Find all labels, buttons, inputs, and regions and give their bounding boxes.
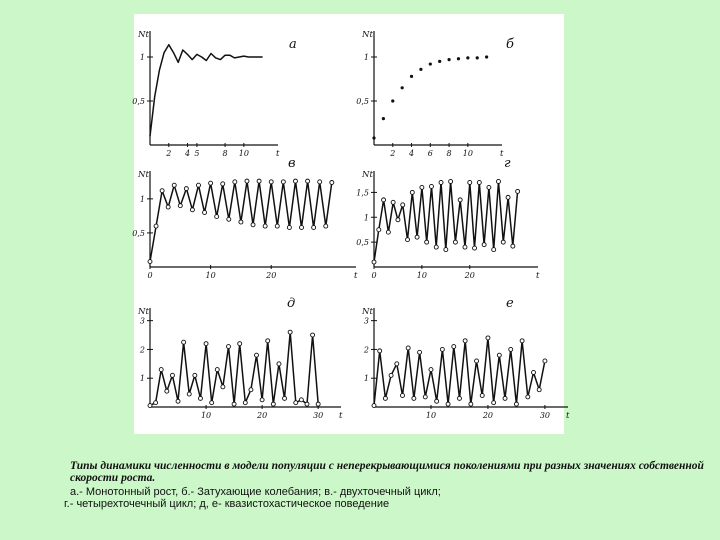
data-point <box>466 56 469 59</box>
panel-letter: д <box>287 296 296 311</box>
data-point <box>233 180 237 184</box>
data-point <box>226 345 230 349</box>
panel-2 <box>356 30 514 159</box>
data-point <box>196 183 200 187</box>
panel-5 <box>137 296 343 421</box>
x-tick-label: 6 <box>427 149 433 158</box>
data-point <box>255 353 259 357</box>
data-point <box>221 385 225 389</box>
data-point <box>473 246 477 250</box>
y-tick-label: 0,5 <box>132 97 145 106</box>
data-point <box>412 396 416 400</box>
x-tick-label: 4 <box>184 149 191 158</box>
y-tick-label: 1 <box>139 374 145 384</box>
y-tick-label: 1 <box>139 53 145 62</box>
data-point <box>305 402 309 406</box>
x-tick-label: 20 <box>266 271 277 280</box>
data-point <box>457 57 460 60</box>
data-point <box>277 362 281 366</box>
data-point <box>382 117 385 120</box>
data-point <box>300 225 304 229</box>
data-point <box>537 388 541 392</box>
data-point <box>316 402 320 406</box>
data-point <box>249 388 253 392</box>
data-point <box>503 396 507 400</box>
data-point <box>469 402 473 406</box>
data-point <box>420 185 424 189</box>
y-tick-label: 0,5 <box>356 97 369 106</box>
x-tick-label: 30 <box>539 411 551 420</box>
panel-letter: б <box>506 37 514 52</box>
panel-letter: в <box>288 156 296 171</box>
data-point <box>452 345 456 349</box>
y-tick-label: 3 <box>363 316 369 326</box>
caption <box>64 460 704 510</box>
panel-letter: е <box>506 296 514 311</box>
data-point <box>245 179 249 183</box>
data-point <box>148 260 152 264</box>
data-point <box>275 224 279 228</box>
data-point <box>401 203 405 207</box>
data-point <box>187 392 191 396</box>
data-point <box>400 393 404 397</box>
data-point <box>444 248 448 252</box>
data-point <box>434 245 438 249</box>
data-point <box>178 204 182 208</box>
data-point <box>438 60 441 63</box>
data-point <box>287 225 291 229</box>
data-point <box>306 179 310 183</box>
x-axis-label: t <box>500 149 504 159</box>
data-point <box>419 68 422 71</box>
data-point <box>204 342 208 346</box>
y-tick-label: 1 <box>363 53 369 62</box>
data-point <box>401 86 404 89</box>
data-point <box>463 339 467 343</box>
data-point <box>415 235 419 239</box>
data-point <box>477 180 481 184</box>
data-point <box>154 224 158 228</box>
data-point <box>251 223 255 227</box>
data-point <box>410 190 414 194</box>
data-point <box>468 180 472 184</box>
data-point <box>172 183 176 187</box>
y-tick-label: 3 <box>139 316 145 326</box>
data-point <box>215 368 219 372</box>
data-point <box>406 346 410 350</box>
data-point <box>318 180 322 184</box>
data-point <box>480 393 484 397</box>
data-point <box>238 342 242 346</box>
data-point <box>440 347 444 351</box>
data-point <box>372 404 376 408</box>
data-point <box>458 198 462 202</box>
data-point <box>203 210 207 214</box>
x-tick-label: 10 <box>425 411 437 420</box>
data-point <box>311 333 315 337</box>
panel-3 <box>132 156 358 281</box>
panel-6 <box>361 296 570 421</box>
y-tick-label: 1 <box>363 374 369 384</box>
series-line <box>150 45 263 137</box>
y-tick-label: 0,5 <box>356 238 369 248</box>
x-tick-label: 5 <box>194 149 200 158</box>
data-point <box>299 398 303 402</box>
data-point <box>395 362 399 366</box>
data-point <box>485 55 488 58</box>
data-point <box>330 180 334 184</box>
data-point <box>227 217 231 221</box>
data-point <box>281 180 285 184</box>
y-axis-label: Nt <box>362 170 373 180</box>
data-point <box>372 260 376 264</box>
x-tick-label: 10 <box>462 149 473 158</box>
caption-title: Типы динамики численности в модели популяции с неперекрывающимися поколениями при разных значениях собственной скорости роста. <box>70 460 704 484</box>
data-point <box>526 395 530 399</box>
data-point <box>516 189 520 193</box>
data-point <box>383 396 387 400</box>
x-tick-label: 10 <box>416 271 427 280</box>
data-point <box>221 182 225 186</box>
x-tick-label: 30 <box>313 411 324 420</box>
panel-letter: а <box>289 37 297 52</box>
data-point <box>176 399 180 403</box>
data-point <box>210 401 214 405</box>
caption-line-1: а.- Монотонный рост, б.- Затухающие колебания; в.- двухточечный цикл; <box>70 486 441 498</box>
x-tick-label: 10 <box>238 149 249 158</box>
data-point <box>429 62 432 65</box>
x-axis-label: t <box>339 411 343 421</box>
figure-canvas <box>132 14 570 434</box>
data-point <box>184 187 188 191</box>
data-point <box>257 179 261 183</box>
data-point <box>447 58 450 61</box>
data-point <box>263 224 267 228</box>
data-point <box>288 330 292 334</box>
data-point <box>446 402 450 406</box>
x-tick-label: 0 <box>147 271 153 280</box>
data-point <box>159 368 163 372</box>
data-point <box>418 350 422 354</box>
data-point <box>439 180 443 184</box>
data-point <box>520 339 524 343</box>
data-point <box>497 353 501 357</box>
data-point <box>514 402 518 406</box>
data-point <box>324 224 328 228</box>
data-point <box>293 179 297 183</box>
data-point <box>391 200 395 204</box>
data-point <box>475 359 479 363</box>
y-tick-label: 1,5 <box>356 188 369 198</box>
data-point <box>154 401 158 405</box>
data-point <box>215 215 219 219</box>
data-point <box>266 339 270 343</box>
data-point <box>378 349 382 353</box>
x-tick-label: 10 <box>205 271 216 280</box>
data-point <box>429 184 433 188</box>
data-point <box>198 396 202 400</box>
data-point <box>182 340 186 344</box>
data-point <box>396 218 400 222</box>
data-point <box>486 336 490 340</box>
data-point <box>243 401 247 405</box>
x-axis-label: t <box>536 271 540 281</box>
data-point <box>165 389 169 393</box>
y-axis-label: Nt <box>362 30 373 40</box>
data-point <box>160 189 164 193</box>
data-point <box>487 185 491 189</box>
x-tick-label: 4 <box>408 149 415 158</box>
data-point <box>391 99 394 102</box>
data-point <box>543 359 547 363</box>
data-point <box>269 180 273 184</box>
data-point <box>312 225 316 229</box>
panel-4 <box>356 156 540 281</box>
x-axis-label: t <box>566 411 570 421</box>
data-point <box>457 396 461 400</box>
x-tick-label: 2 <box>166 149 172 158</box>
x-tick-label: 0 <box>371 271 377 280</box>
data-point <box>506 195 510 199</box>
data-point <box>271 402 275 406</box>
x-axis-label: t <box>276 149 280 159</box>
data-point <box>239 220 243 224</box>
y-axis-label: Nt <box>362 307 373 317</box>
data-point <box>377 228 381 232</box>
data-point <box>453 240 457 244</box>
data-point <box>382 198 386 202</box>
data-point <box>372 136 375 139</box>
x-tick-label: 2 <box>390 149 396 158</box>
data-point <box>463 245 467 249</box>
x-tick-label: 8 <box>446 149 452 158</box>
data-point <box>449 179 453 183</box>
data-point <box>148 404 152 408</box>
series-line <box>150 332 318 405</box>
data-point <box>260 398 264 402</box>
data-point <box>532 370 536 374</box>
x-tick-label: 8 <box>222 149 228 158</box>
data-point <box>509 347 513 351</box>
data-point <box>209 181 213 185</box>
x-tick-label: 20 <box>482 411 494 420</box>
data-point <box>492 401 496 405</box>
data-point <box>425 240 429 244</box>
data-point <box>170 373 174 377</box>
y-axis-label: Nt <box>138 307 149 317</box>
data-point <box>190 208 194 212</box>
y-axis-label: Nt <box>138 30 149 40</box>
y-tick-label: 1 <box>363 213 369 223</box>
data-point <box>406 238 410 242</box>
panel-1 <box>132 30 297 159</box>
panel-letter: г <box>504 156 511 171</box>
y-tick-label: 1 <box>139 194 145 204</box>
data-point <box>232 402 236 406</box>
data-point <box>389 373 393 377</box>
y-tick-label: 0,5 <box>132 228 145 238</box>
series-line <box>374 338 545 406</box>
x-tick-label: 10 <box>200 411 212 420</box>
data-point <box>496 179 500 183</box>
data-point <box>166 205 170 209</box>
caption-line-2: г.- четырехточечный цикл; д, е- квазистохастическое поведение <box>64 498 390 510</box>
figure <box>132 14 570 434</box>
data-point <box>193 373 197 377</box>
data-point <box>435 399 439 403</box>
data-point <box>476 56 479 59</box>
data-point <box>423 395 427 399</box>
data-point <box>492 248 496 252</box>
data-point <box>410 75 413 78</box>
x-tick-label: 20 <box>257 411 268 420</box>
data-point <box>501 240 505 244</box>
y-tick-label: 2 <box>363 345 369 355</box>
data-point <box>294 401 298 405</box>
y-axis-label: Nt <box>138 170 149 180</box>
data-point <box>283 396 287 400</box>
y-tick-label: 2 <box>139 345 145 355</box>
data-point <box>429 368 433 372</box>
data-point <box>386 230 390 234</box>
x-tick-label: 20 <box>464 271 475 280</box>
data-point <box>511 244 515 248</box>
x-axis-label: t <box>354 271 358 281</box>
data-point <box>482 243 486 247</box>
